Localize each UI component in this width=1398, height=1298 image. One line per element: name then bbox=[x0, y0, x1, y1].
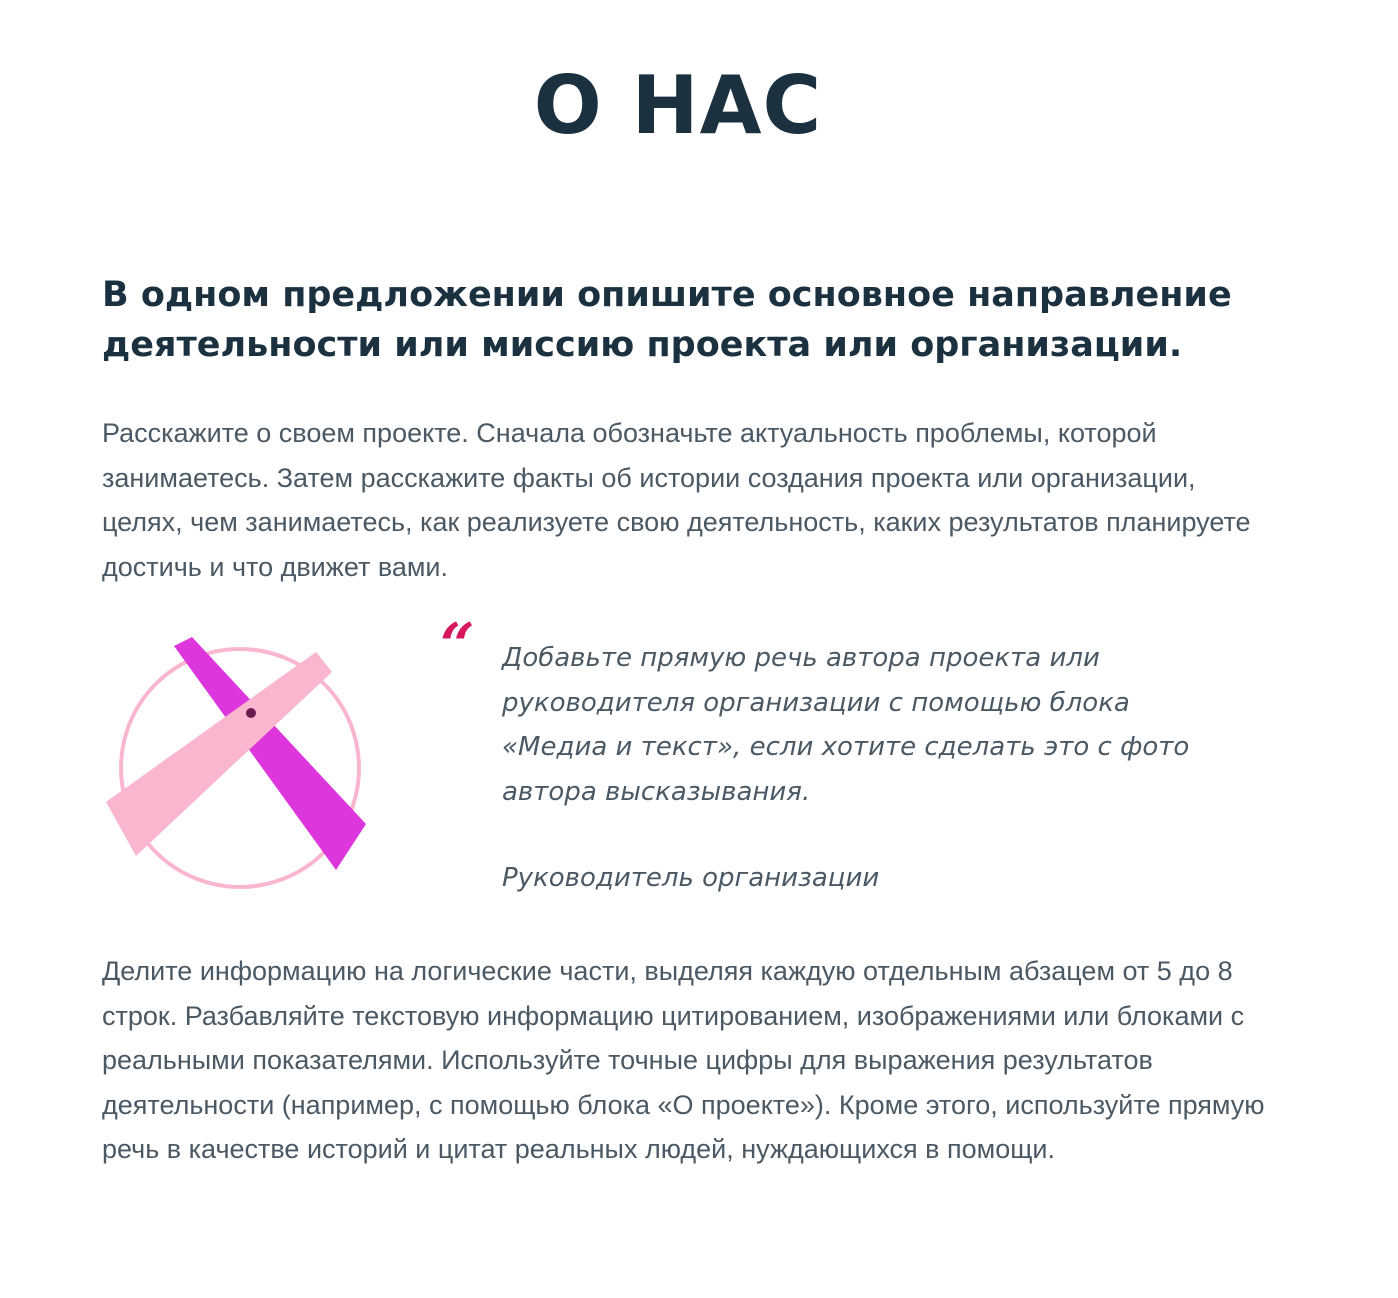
quote-mark-icon: “ bbox=[440, 611, 475, 681]
quote-text: Добавьте прямую речь автора проекта или руководителя организации с помощью блока «Медиа и текст», если хотите сделать это с фото автора высказывания. bbox=[502, 643, 1190, 807]
quote-author: Руководитель организации bbox=[502, 863, 880, 893]
lead-heading: В одном предложении опишите основное направление деятельности или миссию проекта или организации. bbox=[102, 275, 1232, 365]
page-title: О НАС bbox=[533, 59, 823, 152]
quote-illustration bbox=[100, 630, 380, 890]
intro-paragraph: Расскажите о своем проекте. Сначала обозначьте актуальность проблемы, которой занимаетесь. Затем расскажите факты об истории создания проекта или организации, целях, чем занимаетесь, как реализуете свою деятельность, каких результатов планируете достичь и что движет вами. bbox=[102, 418, 1251, 582]
center-dot bbox=[246, 708, 256, 718]
outro-paragraph: Делите информацию на логические части, выделяя каждую отдельным абзацем от 5 до 8 строк. Разбавляйте текстовую информацию цитированием, изображениями или блоками с реальными показателями. Используйте точные цифры для выражения результатов деятельности (например, с помощью блока «О проекте»). Кроме этого, используйте прямую речь в качестве историй и цитат реальных людей, нуждающихся в помощи. bbox=[102, 956, 1265, 1164]
crossed-propeller-illustration-icon bbox=[100, 630, 380, 890]
